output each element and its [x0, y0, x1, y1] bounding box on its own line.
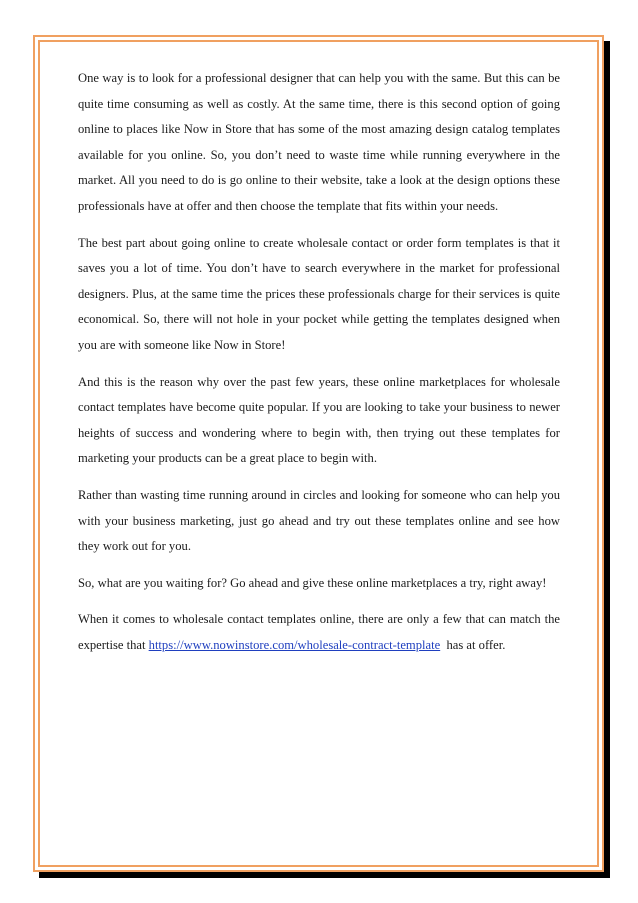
paragraph-6 [78, 607, 560, 658]
paragraph-3: And this is the reason why over the past few years, these online marketplaces for wholesale contact templates have become quite popular. If you are looking to take your business to newer heights of success and wondering where to begin with, then trying out these templates for marketing your products can be a great place to begin with. [78, 374, 560, 466]
document-body [78, 66, 560, 669]
paragraph-6-text-after-link: has at offer. [440, 637, 506, 652]
paragraph-1: One way is to look for a professional designer that can help you with the same. But this can be quite time consuming as well as costly. At the same time, there is this second option of going online to places like Now in Store that has some of the most amazing design catalog templates available for you online. So, you don’t need to waste time while running everywhere in the market. All you need to do is go online to their website, take a look at the design options these professionals have at offer and then choose the template that fits within your needs. [78, 71, 560, 213]
nowinstore-link[interactable]: https://www.nowinstore.com/wholesale-contract-template [148, 637, 441, 652]
paragraph-2: The best part about going online to create wholesale contact or order form templates is that it saves you a lot of time. You don’t have to search everywhere in the market for professional designers. Plus, at the same time the prices these professionals charge for their services is quite economical. So, there will not hole in your pocket while getting the templates designed when you are with someone like Now in Store! [78, 235, 560, 352]
paragraph-6-text-before-link: When it comes to wholesale contact templates online, there are only a few that can match the expertise that [78, 612, 560, 652]
paragraph-5: So, what are you waiting for? Go ahead and give these online marketplaces a try, right away! [78, 575, 547, 590]
paragraph-4: Rather than wasting time running around in circles and looking for someone who can help you with your business marketing, just go ahead and try out these templates online and see how they work out for you. [78, 487, 560, 554]
